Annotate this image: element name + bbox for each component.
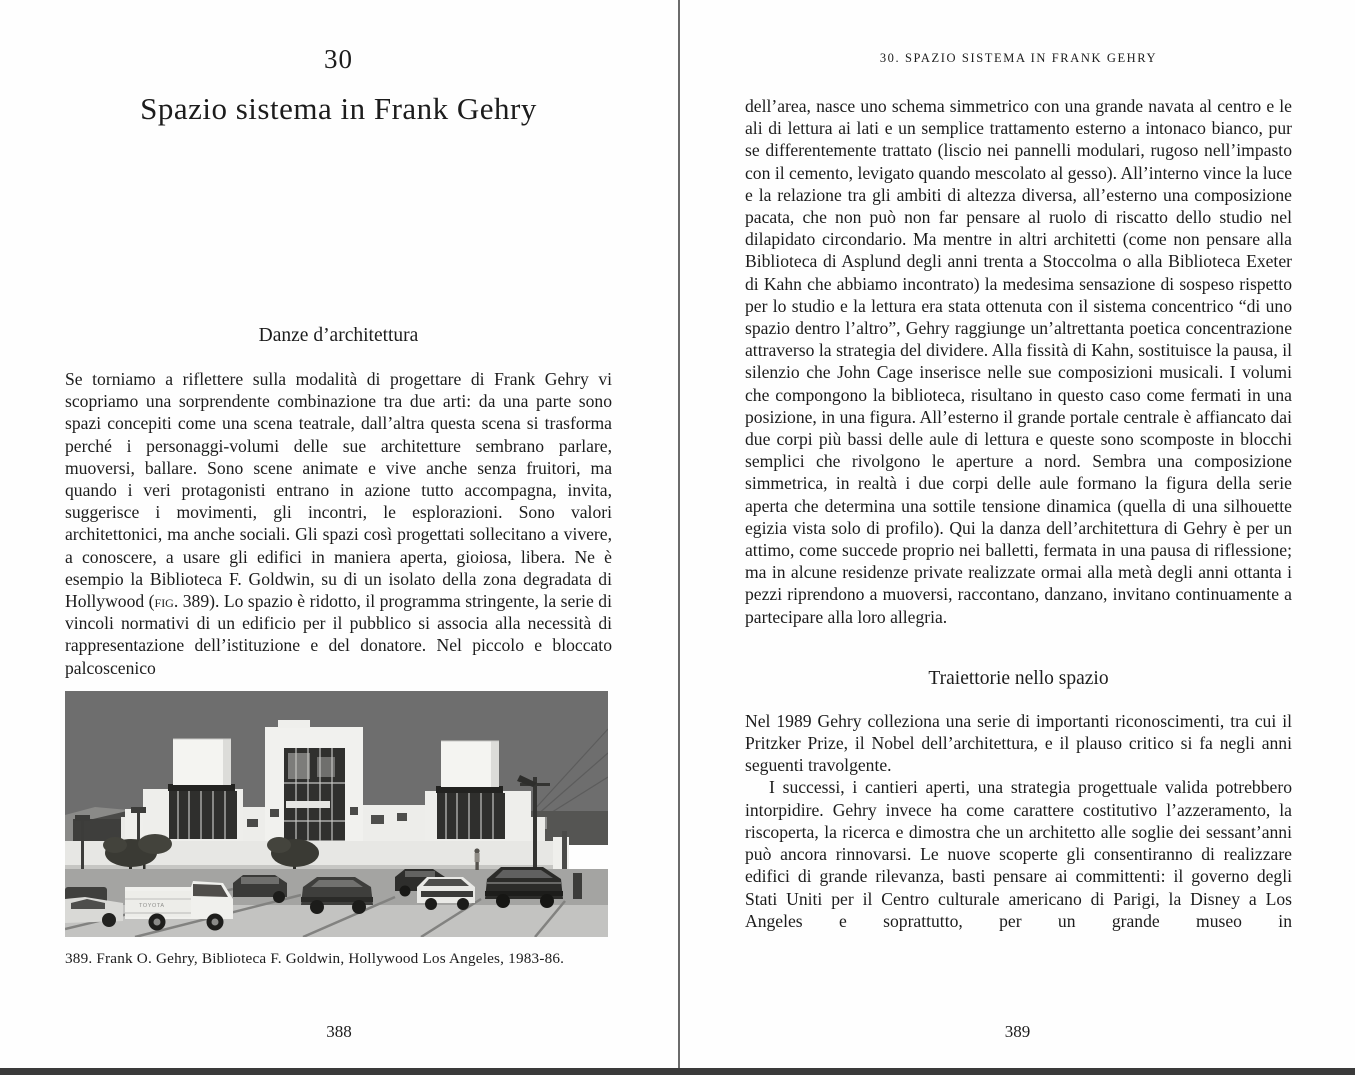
body-paragraph-left [65, 368, 612, 679]
running-header: 30. SPAZIO SISTEMA IN FRANK GEHRY [879, 51, 1158, 65]
body-paragraph-right-2: Nel 1989 Gehry colleziona una serie di importanti riconoscimenti, tra cui il Pritzker Prize, il Nobel dell’architettura, e il plauso critico si fa negli anni seguenti travolgente. [745, 710, 1292, 776]
figure-caption: 389. Frank O. Gehry, Biblioteca F. Goldwin, Hollywood Los Angeles, 1983-86. [65, 949, 565, 967]
page-divider-line [678, 0, 680, 1068]
chapter-number: 30 [324, 44, 353, 74]
scan-bottom-bar [0, 1068, 1355, 1075]
goldwin-library-photo [65, 691, 608, 937]
section-heading-traiettorie: Traiettorie nello spazio [928, 667, 1109, 689]
page-number-left: 388 [326, 1022, 352, 1041]
truck-tailgate-label: TOYOTA [139, 902, 165, 909]
body-paragraph-right-1: dell’area, nasce uno schema simmetrico con una grande navata al centro e le ali di lettura ai lati e un semplice trattamento esterno a intonaco bianco, pur se differentemente trattato (liscio nei pannelli modulari, rugoso nell’impasto con il cemento, levigato quando mescolato al gesso). All’interno vince la luce e la relazione tra gli ambiti di altezza diversa, all’esterno una composizione pacata, che non può non far pensare al ruolo di riscatto dello studio nel dilapidato circondario. Ma mentre in altri architetti (come non pensare alla Biblioteca di Asplund degli anni trenta a Stoccolma o alla Biblioteca Exeter di Kahn che abbiamo incontrato) la medesima sensazione di sospeso rispetto per lo studio e la lettura era stata ottenuta con il sistema concentrico “di uno spazio dentro l’altro”, Gehry raggiunge un’altrettanta poetica concentrazione attraverso la strategia del dividere. Alla fissità di Kahn, sostituisce la pausa, il silenzio che John Cage inserisce nelle sue composizioni musicali. I volumi che compongono la biblioteca, risultano in questo caso come fermati in una posizione, in una figura. All’esterno il grande portale centrale è affiancato dai due corpi più bassi delle aule di lettura e queste sono scomposte in blocchi semplici che rivolgono le aperture a nord. Sembra una composizione simmetrica, in realtà i due corpi delle aule formano la figura della serie aperta che determina una sottile tensione dinamica (quella di una silhouette egizia vista solo di profilo). Qui la danza dell’architettura di Gehry è per un attimo, come succede proprio nei balletti, fermata in una pausa di riflessione; ma in alcune residenze private realizzate ormai alla metà degli anni ottanta i pezzi riprendono a muoversi, raccontano, danzano, invitano continuamente a partecipare alla loro allegria. [745, 96, 1292, 627]
body-text-after-fig: ). Lo spazio è ridotto, il programma stringente, la serie di vincoli normativi di un edificio per il pubblico si associa alla necessità di rappresentazione dell’istituzione e del donatore. Nel piccolo e bloccato palcoscenico [65, 591, 612, 678]
section-heading-danze: Danze d’architettura [258, 325, 419, 346]
figure-reference: fig. 389 [154, 591, 210, 612]
body-paragraph-right-3: I successi, i cantieri aperti, una strategia progettuale valida potrebbero intorpidire. Gehry invece ha come carattere costitutivo l’azzeramento, la riscoperta, la ricerca e dimostra che un architetto alle soglie dei sessant’anni può ancora rinnovarsi. Le nuove scoperte gli consentiranno di realizzare edifici di grande rilevanza, basti pensare ai committenti: il governo degli Stati Uniti per il Centro culturale americano di Parigi, la Disney a Los Angeles e soprattutto, per un grande museo in [745, 777, 1292, 931]
figure-photo [65, 691, 608, 937]
bollard-right [573, 873, 582, 899]
page-number-right: 389 [1004, 1022, 1031, 1041]
page-left [0, 0, 678, 1068]
body-text-before-fig: Se torniamo a riflettere sulla modalità di progettare di Frank Gehry vi scopriamo una sorprendente combinazione tra due arti: da una parte sono spazi concepiti come una scena teatrale, dall’altra questa scena si trasforma perché i personaggi-volumi delle sue architetture sembrano parlare, muoversi, ballare. Sono scene animate e vive anche senza fruitori, ma quando i veri protagonisti entrano in azione tutto accompagna, invita, suggerisce i movimenti, gli incontri, le esplorazioni. Sono valori architettonici, ma anche sociali. Gli spazi così progettati sollecitano a vivere, a conoscere, a usare gli edifici in maniera aperta, gioiosa, libera. Ne è esempio la Biblioteca F. Goldwin, su di un isolato della zona degradata di Hollywood ( [65, 369, 612, 612]
chapter-title: Spazio sistema in Frank Gehry [140, 91, 537, 126]
page-right [680, 0, 1355, 1068]
